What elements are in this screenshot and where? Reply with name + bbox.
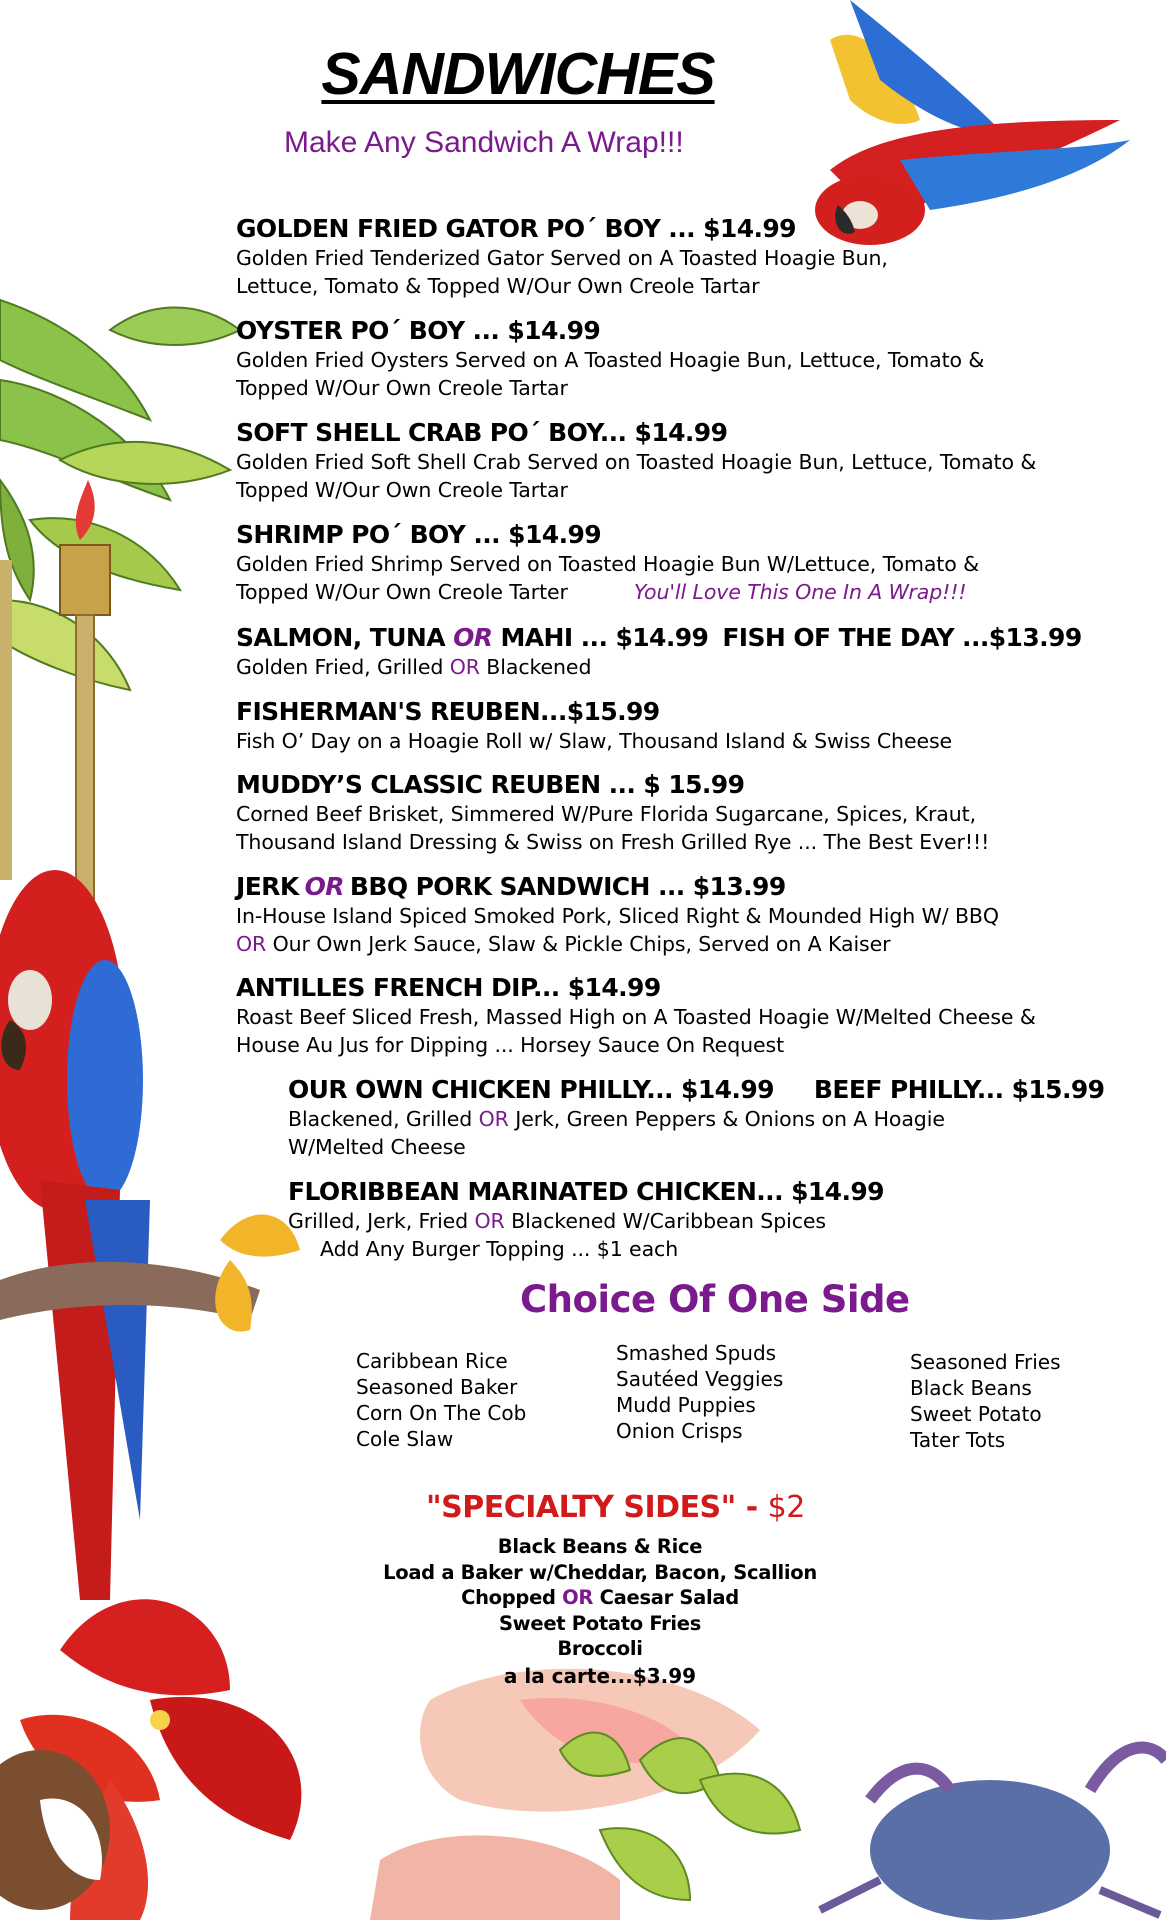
- item-desc: In-House Island Spiced Smoked Pork, Sliced Right & Mounded High W/ BBQ: [236, 904, 999, 928]
- flying-parrot-icon: [815, 0, 1130, 245]
- item-desc: House Au Jus for Dipping ... Horsey Sauce On Request: [236, 1033, 785, 1057]
- specialty-item: Broccoli: [557, 1637, 643, 1660]
- fish-of-the-day: FISH OF THE DAY ...$13.99: [722, 623, 1082, 652]
- menu-item-gator-po-boy: [236, 214, 1116, 300]
- side-item: Smashed Spuds: [616, 1341, 777, 1365]
- item-desc: Lettuce, Tomato & Topped W/Our Own Creole Tartar: [236, 274, 760, 298]
- item-name: GOLDEN FRIED GATOR PO´ BOY ... $14.99: [236, 214, 796, 243]
- side-item: Seasoned Fries: [910, 1350, 1061, 1374]
- side-item: Sweet Potato: [910, 1402, 1042, 1426]
- item-name: OUR OWN CHICKEN PHILLY... $14.99 BEEF PHILLY... $15.99: [288, 1075, 1105, 1104]
- side-item: Onion Crisps: [616, 1419, 743, 1443]
- item-desc: Golden Fried Tenderized Gator Served on A Toasted Hoagie Bun,: [236, 246, 888, 270]
- item-desc: Roast Beef Sliced Fresh, Massed High on A Toasted Hoagie W/Melted Cheese &: [236, 1005, 1036, 1029]
- menu-item-chicken-beef-philly: [288, 1075, 1166, 1161]
- specialty-item: Sweet Potato Fries: [498, 1611, 702, 1635]
- sides-title: Choice Of One Side: [520, 1278, 910, 1321]
- item-name: FISHERMAN'S REUBEN...$15.99: [236, 697, 660, 726]
- item-desc: Fish O’ Day on a Hoagie Roll w/ Slaw, Thousand Island & Swiss Cheese: [236, 729, 953, 753]
- side-item: Seasoned Baker: [356, 1375, 518, 1399]
- side-item: Mudd Puppies: [616, 1393, 756, 1417]
- side-column-2: [616, 1340, 783, 1444]
- specialty-item: Load a Baker w/Cheddar, Bacon, Scallion: [383, 1560, 817, 1584]
- item-desc: Golden Fried Soft Shell Crab Served on Toasted Hoagie Bun, Lettuce, Tomato &: [236, 450, 1037, 474]
- item-name: SOFT SHELL CRAB PO´ BOY... $14.99: [236, 418, 728, 447]
- specialty-sides-title: "SPECIALTY SIDES" - $2: [426, 1490, 805, 1525]
- item-desc: Corned Beef Brisket, Simmered W/Pure Florida Sugarcane, Spices, Kraut,: [236, 802, 976, 826]
- item-desc: Golden Fried Shrimp Served on Toasted Hoagie Bun W/Lettuce, Tomato &: [236, 552, 979, 576]
- menu-item-oyster-po-boy: [236, 316, 1116, 402]
- item-name: OYSTER PO´ BOY ... $14.99: [236, 316, 601, 345]
- item-desc: W/Melted Cheese: [288, 1135, 466, 1159]
- menu-item-fishermans-reuben: [236, 697, 1116, 755]
- side-item: Sautéed Veggies: [616, 1367, 784, 1391]
- side-column-1: [356, 1348, 526, 1452]
- menu-item-salmon-tuna-mahi: [236, 623, 1116, 681]
- conch-shell-icon: [370, 1669, 760, 1920]
- item-name: SALMON, TUNA OR MAHI ... $14.99 FISH OF THE DAY ...$13.99: [236, 623, 1082, 652]
- item-name: JERK OR BBQ PORK SANDWICH ... $13.99: [236, 872, 786, 901]
- item-desc: Topped W/Our Own Creole Tartar: [236, 478, 568, 502]
- wrap-note: You'll Love This One In A Wrap!!!: [633, 580, 967, 604]
- item-desc-text: Topped W/Our Own Creole Tarter: [236, 580, 568, 604]
- menu-item-jerk-bbq-pork: [236, 872, 1116, 958]
- item-name: MUDDY’S CLASSIC REUBEN ... $ 15.99: [236, 770, 745, 799]
- menu-item-floribbean-chicken: [288, 1177, 1166, 1263]
- side-item: Tater Tots: [910, 1428, 1006, 1452]
- burger-topping-note: Add Any Burger Topping ... $1 each: [320, 1237, 679, 1261]
- a-la-carte-price: a la carte...$3.99: [503, 1664, 697, 1688]
- item-desc: [236, 578, 1116, 606]
- menu-item-muddys-classic-reuben: [236, 770, 1116, 856]
- side-item: Caribbean Rice: [356, 1349, 508, 1373]
- item-desc: OR Our Own Jerk Sauce, Slaw & Pickle Chips, Served on A Kaiser: [236, 932, 891, 956]
- item-desc: Grilled, Jerk, Fried OR Blackened W/Caribbean Spices: [288, 1209, 826, 1233]
- item-desc: Blackened, Grilled OR Jerk, Green Peppers & Onions on A Hoagie: [288, 1107, 945, 1131]
- menu-item-soft-shell-crab-po-boy: [236, 418, 1116, 504]
- side-item: Cole Slaw: [356, 1427, 454, 1451]
- page-title: SANDWICHES: [321, 41, 715, 107]
- side-column-3: [910, 1349, 1061, 1453]
- side-item: Corn On The Cob: [356, 1401, 527, 1425]
- specialty-item: Chopped OR Caesar Salad: [461, 1586, 739, 1609]
- item-desc: Golden Fried, Grilled OR Blackened: [236, 655, 592, 679]
- specialty-item: Black Beans & Rice: [497, 1535, 703, 1558]
- page-subtitle: Make Any Sandwich A Wrap!!!: [284, 126, 684, 159]
- menu-item-antilles-french-dip: [236, 973, 1116, 1059]
- item-desc: Topped W/Our Own Creole Tartar: [236, 376, 568, 400]
- menu-item-shrimp-po-boy: [236, 520, 1116, 606]
- red-parrot-icon: [0, 870, 260, 1600]
- item-name: SHRIMP PO´ BOY ... $14.99: [236, 520, 602, 549]
- blue-crab-icon: [820, 1748, 1166, 1920]
- item-desc: Thousand Island Dressing & Swiss on Fresh Grilled Rye ... The Best Ever!!!: [236, 830, 990, 854]
- item-desc: Golden Fried Oysters Served on A Toasted Hoagie Bun, Lettuce, Tomato &: [236, 348, 985, 372]
- item-name: FLORIBBEAN MARINATED CHICKEN... $14.99: [288, 1177, 884, 1206]
- palm-leaves-icon: [0, 300, 240, 690]
- item-name: ANTILLES FRENCH DIP... $14.99: [236, 973, 661, 1002]
- specialty-sides-list: [380, 1534, 820, 1662]
- side-item: Black Beans: [910, 1376, 1032, 1400]
